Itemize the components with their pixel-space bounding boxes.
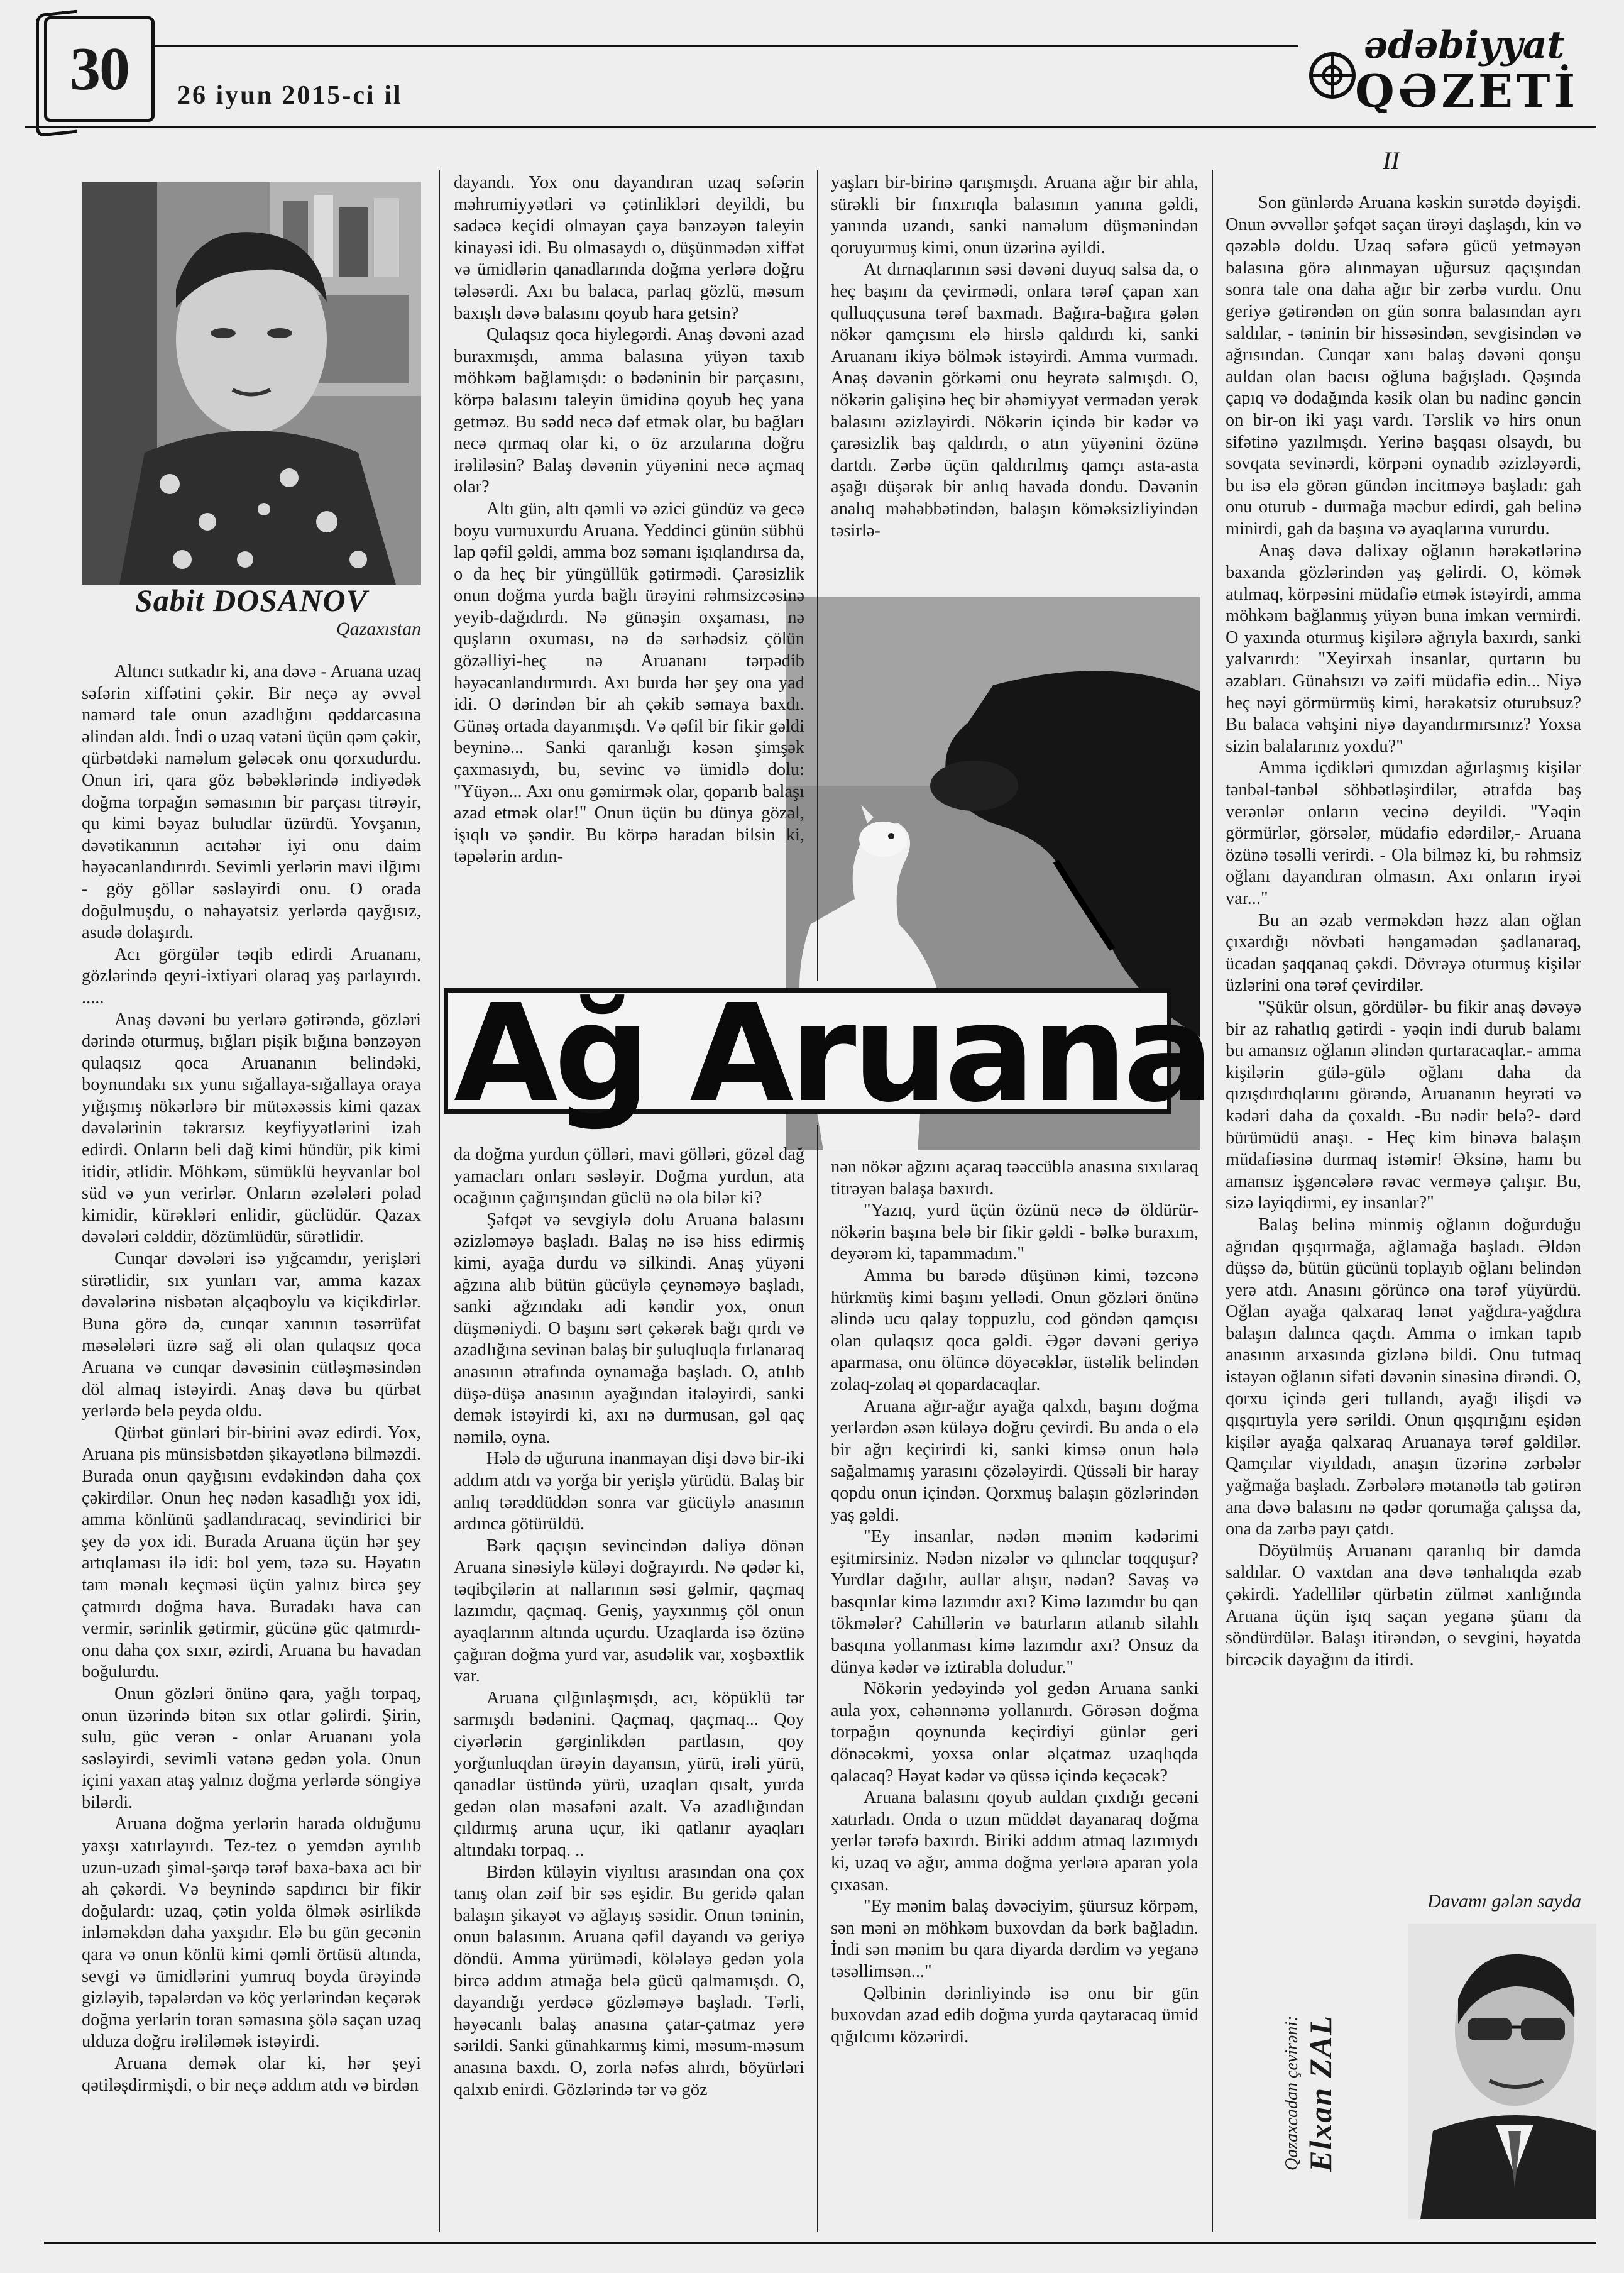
paragraph: Acı görgülər təqib edirdi Aruananı, gözlərində qeyri-ixtiyari olaraq yaş parlayırdı. .....: [82, 944, 421, 1008]
text-column-4: [1226, 192, 1581, 1671]
paragraph: Aruana demək olar ki, hər şeyi qətiləşdirmişdi, o bir neçə addım atdı və birdən: [82, 2054, 421, 2095]
masthead-line2: QƏZETİ: [1355, 64, 1579, 113]
paragraph: Aruana balasını qoyub auldan çıxdığı gecəni xatırladı. Onda o uzun müddət dayanaraq doğma yerlər tərəfə baxırdı. Biriki addım atmaq lazımıydı ki, uzaq və ağır, amma doğma yerlərə aparan yola çıxasan.: [831, 1788, 1199, 1895]
paragraph: Balaş belinə minmiş oğlanın doğurduğu ağrıdan qışqırmağa, ağlamağa başladı. Əldən düşsə də, bütün gücünü toplayıb oğlanı belindən yerə atdı. Anasını görüncə ona tərəf yüyürdü. Oğlan ayağa qalxaraq lənət yağdıra-yağdıra balaşın dalınca qaçdı. Amma o imkan tapıb anasının arxasında gizlənə bildi. Onu tutmaq istəyən oğlanın sifəti dəvənin sinəsinə dirəndi. O, qorxu içində geri tullandı, ayağı ilişdi və qışqırtıyla yerə sərildi. Onun qışqırığını eşidən kişilər ayağa qalxaraq Aruanaya tərəf gəldilər. Qamçılar viyıldadı, anaşın üzərinə zərbələr yağmağa başladı. Zərbələrə mətanətlə tab gətirən ana dəvə balasını nə qədər qorumağa çalışsa da, ona da zərbə payı çatdı.: [1226, 1214, 1581, 1539]
author-name: Sabit DOSANOV: [134, 583, 368, 618]
page-number: 30: [70, 35, 129, 103]
paragraph: Birdən küləyin viyıltısı arasından ona çox tanış olan zəif bir səs eşidir. Bu geridə qalan balaşın şikayət və ağlayış səsidir. Onun təninin, onun balasının. Aruana qəfil dayandı və geriyə döndü. Amma yürümədi, kölələyə gedən yola bircə addım atmağa belə gücü qalmamışdı. O, dayandığı yerdəcə gözləməyə başladı. Tərli, həyəcanlı balaş anasına çatar-çatmaz yerə sərildi. Sanki günahkarmış kimi, məsum-məsum anasına baxdı. O, zorla nəfəs alırdı, böyürləri qalxıb enirdi. Gözlərində tər və göz: [454, 1862, 804, 2100]
column-rule-2b: [817, 1125, 818, 2232]
paragraph: Aruana çılğınlaşmışdı, acı, köpüklü tər sarmışdı bədənini. Qaçmaq, qaçmaq... Qoy ciyərlərin gərginlikdən partlasın, qoy yorğunluqdan ürəyin dayansın, yürü, irəli yürü, qanadlar üstündə yürü, uzaqları qısalt, yurda gedən olan məsafəni azalt. Və azadlığından çıldırmış aruna uçur, iki qatlanır ayaqları altındakı torpaq. ..: [454, 1688, 804, 1860]
paragraph: Aruana doğma yerlərin harada olduğunu yaxşı xatırlayırdı. Tez-tez o yemdən ayrılıb uzun-uzadı şimal-şərqə tərəf baxa-baxa acı bir ah çəkərdi. Və beynində sapdırıcı bir fikir doğulardı: uzaq, çətin yolda ölmək əsirlikdə inləməkdən daha yaxşıdır. Elə bu gün gecənin qara və onun könlü kimi qəmli örtüsü altında, sevgi və ümidlərini yumruq boyda ürəyində gizləyib, təpələrdən və köç yerlərindən keçərək doğma yerlərin toran səmasına şölə saçan uzaq ulduza doğru irəliləmək istəyirdi.: [82, 1814, 421, 2052]
paragraph: nən nökər ağzını açaraq təəccüblə anasına sıxılaraq titrəyən balaşa baxırdı.: [831, 1157, 1199, 1199]
paragraph: "Şükür olsun, gördülər- bu fikir anaş dəvəyə bir az rahatlıq gətirdi - yəqin indi durub balamı bu amansız oğlanın əlindən qurtaracaqlar.- amma kişilərin gülə-gülə oğlanı daha da qızışdırdıqlarını görəndə, Aruananın heyrəti və kədəri daha da çoxaldı. -Bu nədir belə?- dərd bürümüdü anaşı. - Heç kim binəva balaşın müdafiəsinə durmaq istəmir! Əksinə, hamı bu amansız işgəncələrə rəvac verməyə çalışır. Bu, sizə layiqdirmi, ey insanlar?": [1226, 997, 1581, 1213]
paragraph: "Ey mənim balaş dəvəciyim, şüursuz körpəm, sən məni ən möhkəm buxovdan da bərk bağladın. İndi sən mənim bu qara diyarda dərdim və yeganə təsəllimsən...": [831, 1896, 1199, 1981]
author-country: Qazaxıstan: [336, 619, 421, 639]
paragraph: Onun gözləri önünə qara, yağlı torpaq, onun üzərində bitən sıx otlar gəlirdi. Şirin, sulu, güc verən - onlar Aruananı yola səsləyirdi, sevimli vətənə gedən yola. Onun içini yaxan ataş yalnız doğma yerlərdə söngiyə bilərdi.: [82, 1683, 421, 1812]
paragraph: Altı gün, altı qəmli və əzici gündüz və gecə boyu vurnuxurdu Aruana. Yeddinci günün sübhü lap qəfil gəldi, amma boz səmanı işıqlandırsa da, o da heç bir yüngüllük gətirmədi. Çarəsizlik onun doğma yurda bağlı ürəyini rəhmsizcəsinə yeyib-dağıdırdı. Nə günəşin oxşaması, nə quşların oxuması, nə də sərhədsiz çölün gözəlliyi-heç nə Aruananı tərpədib həyəcanlandırmırdı. Axı burda hər şey ona yad idi. O dərindən bir ah çəkib səmaya baxdı. Günəş ortada dayanmışdı. Və qəfil bir fikir gəldi beyninə... Sanki qaranlığı kəsən şimşək çaxmasıydı, bu, sevinc və ümidlə dolu: "Yüyən... Axı onu gəmirmək olar, qoparıb balaşı azad etmək olar!" Onun üçün bu dünya gözəl, işıqlı və şəndir. Bu körpə haradan bilsin ki, təpələrin ardın-: [454, 498, 804, 867]
issue-date: 26 iyun 2015-ci il: [177, 81, 403, 110]
paragraph: yaşları bir-birinə qarışmışdı. Aruana ağır bir ahla, sürəkli bir fınxırıqla balasının yanına gəldi, yanında uzandı, sanki naməlum düşmənindən qoruyurmuş kimi, onun üzərinə əyildi.: [831, 173, 1199, 258]
column-rule-3: [1212, 170, 1213, 2232]
article-title: Ağ Aruana: [454, 976, 1210, 1132]
column-rule-2a: [817, 170, 818, 981]
masthead-logo: [1295, 19, 1596, 113]
paragraph: da doğma yurdun çölləri, mavi gölləri, gözəl dağ yamacları onları səsləyir. Doğma yurdun, ata ocağının çağırışından güclü nə ola bilər ki?: [454, 1145, 804, 1208]
translator-photo: [1408, 1924, 1596, 2219]
paragraph: Altıncı sutkadır ki, ana dəvə - Aruana uzaq səfərin xiffətini çəkir. Bir neçə ay əvvəl namərd tale onun azadlığını qəddarcasına əlindən aldı. İndi o uzaq vətəni üçün qəm çəkir, qürbətdəki naməlum gələcək onu qorxudurdu. Onun iri, qara göz bəbəklərində indiyədək doğma torpağın səmasının bir parçası titrəyir, qu kimi bəyaz buludlar üzürdü. Yovşanın, dəvətikanının acıtəhər iyi onu daim həyəcanlandırırdı. Sevimli yerlərin mavi ilğımı - göy göllər səsləyirdi onu. O orada doğulmuşdu, o nəhayətsiz yerlərdə qayğısız, asudə dolaşırdı.: [82, 662, 421, 943]
paragraph: Döyülmüş Aruananı qaranlıq bir damda saldılar. O vaxtdan ana dəvə tənhalıqda əzab çəkirdi. Yadellilər qürbətin zülmət xanlığında Aruana üçün işıq saçan yeganə şüanı da söndürdülər. Balaşı itirəndən, o sevgini, həyatda bircəcik dayağını da itirdi.: [1226, 1541, 1581, 1670]
paragraph: Anaş dəvə dəlixay oğlanın hərəkətlərinə baxanda gözlərindən yaş gəlirdi. O, kömək atılmaq, körpəsini müdafiə etmək istəyirdi, amma möhkəm bağlanmış yüyən buna imkan vermirdi. O yaxında oturmuş kişilərə ağrıyla baxırdı, sanki yalvarırdı: "Xeyirxah insanlar, qurtarın bu əzabları. Günahsızı və zəifi müdafiə edin... Niyə heç nəyi görmürmüş kimi, hərəkətsiz oturubsuz? Bu balaca vəhşini niyə dayandırmırsınız? Yoxsa sizin balalarınız yoxdu?": [1226, 541, 1581, 756]
paragraph: Amma bu barədə düşünən kimi, təzcənə hürkmüş kimi başını yellədi. Onun gözləri önünə əlində ucu qalay toppuzlu, cod göndən qamçısı olan qulaqsız qoca gəldi. Əgər dəvəni geriyə aparmasa, onu ölüncə döyəcəklər, üstəlik belindən zolaq-zolaq ət qopardacaqlar.: [831, 1265, 1199, 1394]
author-portrait-icon: [82, 182, 421, 585]
translator-portrait-icon: [1408, 1924, 1596, 2219]
translator-label: Qazaxcadan çevirəni:: [1282, 2015, 1302, 2171]
masthead-line1: ədəbiyyat: [1364, 23, 1565, 67]
text-column-3-top: [831, 172, 1199, 542]
paragraph: At dırnaqlarının səsi dəvəni duyuq salsa da, o heç başını da çevirmədi, onlara tərəf çapan xan qulluqçusuna tərəf baxmadı. Bağıra-bağıra gələn nökər qamçısını elə hirslə qaldırdı ki, sanki Aruananı ikiyə bölmək istəyirdi. Amma vurmadı. Anaş dəvənin görkəmi onu heyrətə salmışdı. O, nökərin gəlişinə heç bir əhəmiyyət vermədən yerək balasını əzizləyirdi. Nökərin içində bir kədər və çarəsizlik baş qaldırdı, o atın yüyənini özünə dartdı. Zərbə üçün qaldırılmış qamçı asta-asta aşağı düşərək bir anlıq havada dondu. Dəvənin analıq məhəbbətindən, balaşın köməksizliyindən təsirlə-: [831, 260, 1199, 541]
masthead-emblem-icon: [1295, 19, 1596, 113]
paragraph: Qürbət günləri bir-birini əvəz edirdi. Yox, Aruana pis münsisbətdən şikayətlənə bilməzdi. Burada onun qayğısını evdəkindən daha çox çəkirdilər. Onun heç nədən kasadlığı yox idi, amma könlünü şadlandıracaq, sevindirici bir şey də yox idi. Burada Aruana üçün hər şey artıqlaması ilə idi: bol yem, təzə su. Həyatın tam mənalı keçməsi üçün yalnız bircə şey çatmırdı doğma hava. Buradakı hava can vermir, sərinlik gətirmir, gücünə güc qatmırdı- onu daha çox sıxır, əzirdi, Aruana bu havadan boğulurdu.: [82, 1423, 421, 1682]
paragraph: Son günlərdə Aruana kəskin surətdə dəyişdi. Onun əvvəllər şəfqət saçan ürəyi daşlaşdı, kin və qəzəblə doldu. Uzaq səfərə gücü yetməyən balasına görə alınmayan uğursuz qaçışından sonra tale ona daha ağır bir zərbə vurdu. Onu geriyə gətirəndən on gün sonra balasından ayrı saldılar, - təninin bir hissəsindən, sevgisindən və ağrısından. Cunqar xanı balaş dəvəni qonşu auldan olan bacısı oğluna bağışladı. Qəşında çapıq və dodağında kəsik olan bu nadinc gəncin on bir-on iki yaşı vardı. Tərslik və hirs onun sifətinə yazılmışdı. Yerinə başqası olsaydı, bu sovqata sevinərdi, körpəni oynadıb əzizləyərdi, bu isə elə görən gündən incitməyə başladı: gah onu oturub - durmağa məcbur edirdi, gah belinə minirdi, gah da başına və ayaqlarına vururdu.: [1226, 193, 1581, 539]
paragraph: Bərk qaçışın sevincindən dəliyə dönən Aruana sinəsiylə küləyi doğrayırdı. Nə qədər ki, təqibçilərin at nallarının səsi gəlmir, qaçmaq lazımdır, qaçmaq. Geniş, yayxınmış çöl onun ayaqlarının altında uçurdu. Uzaqlarda isə özünə çağıran doğma yurd var, asudəlik var, xoşbəxtlik var.: [454, 1536, 804, 1687]
paragraph: Bu an əzab verməkdən həzz alan oğlan çıxardığı növbəti həngamədən şadlanaraq, ücadan şaqqanaq çəkdi. Dövrəyə oturmuş kişilər üzlərini ona tərəf çevirdilər.: [1226, 910, 1581, 996]
column-rule-1: [439, 170, 440, 2232]
paragraph: Şəfqət və sevgiylə dolu Aruana balasını əzizləməyə başladı. Balaş nə isə hiss edirmiş kimi, ayağa durdu və silkindi. Anaş yüyəni ağzına alıb bütün gücüylə çeynəməyə başladı, sanki ağzındakı adi kəndir yox, onun düşməniydi. O başını sərt çəkərək bağı qırdı və azadlığına sevinən balaş bir şuluqluqla fırlanaraq anasının ətrafında oynamağa başladı. O, atılıb düşə-düşə anasının ayağından itələyirdi, sanki demək istəyirdi ki, axı nə durmusan, gəl qaç nəmilə, oyna.: [454, 1209, 804, 1447]
paragraph: "Yazıq, yurd üçün özünü necə də öldürür- nökərin başına belə bir fikir gəldi - bəlkə buraxım, deyərəm ki, tapammadım.": [831, 1201, 1199, 1264]
paragraph: dayandı. Yox onu dayandıran uzaq səfərin məhrumiyyətləri və çətinlikləri deyildi, bu sadəcə keçidi olmayan çaya bənzəyən taleyin kinayəsi idi. Bu olmasaydı o, düşünmədən xiffət və ümidlərin qanadlarında doğma yerlərə doğru tələsərdi. Axı bu balaca, parlaq gözlü, məsum baxışlı dəvə balasını qoyub hara getsin?: [454, 173, 804, 323]
paragraph: Nökərin yedəyində yol gedən Aruana sanki aula yox, cəhənnəmə yollanırdı. Görəsən doğma torpağın qoynunda keçirdiyi günlər geri dönəcəkmi, yoxsa onlar əlçatmaz uzaqlıqda qalacaq? Həyat kədər və qüssə içində keçəcək?: [831, 1679, 1199, 1786]
translator-name: Elxan ZAL: [1303, 2015, 1338, 2172]
header-rule-top: [155, 45, 1298, 47]
paragraph: Amma içdikləri qımızdan ağırlaşmış kişilər tənbəl-tənbəl söhbətləşirdilər, ətrafda baş verənlər onların vecinə deyildi. "Yəqin görmürlər, görsələr, müdafiə edərdilər,- Aruana özünə təsəlli verirdi. - Ola bilməz ki, bu rəhmsiz oğlanı dayandıran olmasın. Axı onların iryəi var...": [1226, 758, 1581, 908]
text-column-3-bottom: [831, 1157, 1199, 2048]
text-column-1: [82, 661, 421, 2096]
header-rule-bottom: [25, 126, 1596, 128]
paragraph: Cunqar dəvələri isə yığcamdır, yerişləri sürətlidir, sıx yunları var, amma kazax dəvələrinə nisbətən alçaqboylu və kiçikdirlər. Buna görə də, cunqar xanının təsərrüfat məsələləri üzrə sağ əli olan qulaqsız qoca Aruana və cunqar dəvəsinin cütləşməsindən döl almaq istəyirdi. Anaş dəvə bu qürbət yerlərdə belə peyda oldu.: [82, 1249, 421, 1421]
paragraph: Qulaqsız qoca hiylegərdi. Anaş dəvəni azad buraxmışdı, amma balasına yüyən taxıb möhkəm bağlamışdı: o bədəninin bir parçasını, körpə balasını taleyin ümidinə qoyub heç yana getməz. Bu sədd necə dəf etmək olar, bu bağları necə qırmaq olar ki, o öz arzularına doğru irəliləsin? Balaş dəvənin yüyənini necə açmaq olar?: [454, 325, 804, 497]
continued-note: Davamı gələn sayda: [1427, 1891, 1581, 1912]
page-number-badge: [44, 16, 155, 122]
section-mark: II: [1383, 146, 1400, 175]
author-photo: [82, 182, 421, 585]
paragraph: Anaş dəvəni bu yerlərə gətirəndə, gözləri dərində oturmuş, bığları pişik bığına bənzəyən qulaqsız qoca Aruananın belindəki, boynundakı sıx yunu sığallaya-sığallaya oraya yığışmış nökərlərə bir mütəxəssis kimi qazax dəvələrinin təkrarsız keyfiyyətlərini izah edirdi. Onların beli dağ kimi hündür, pik kimi itidir, ətlidir. Möhkəm, sümüklü heyvanlar bol süd və yun verirlər. Onların əzələləri polad kimidir, kürəkləri enlidir, güclüdür. Qazax dəvələri cəlddir, dözümlüdür, sürətlidir.: [82, 1010, 421, 1247]
footer-rule: [44, 2242, 1596, 2244]
text-column-2-top: [454, 172, 804, 868]
translator-credit: [1282, 1961, 1358, 2225]
text-column-2-bottom: [454, 1144, 804, 2101]
paragraph: Aruana ağır-ağır ayağa qalxdı, başını doğma yerlərdən əsən küləyə doğru çevirdi. Bu anda o elə bir ağrı keçirirdi ki, sanki kimsə onun hələ sağalmamış yarasını çözələyirdi. Qüssəli bir haray qopdu onun içindən. Qorxmuş balaşın gözlərindən yaş gəldi.: [831, 1396, 1199, 1525]
paragraph: "Ey insanlar, nədən mənim kədərimi eşitmirsiniz. Nədən nizələr və qılınclar toqquşur? Yurdlar dağılır, aullar alışır, nədən? Savaş və basqınlar kimə lazımdır axı? Kimə lazımdır bu qan tökmələr? Cahillərin və batırların atlanıb silahlı basqına yollanması kimə lazımdır axı? Onsuz da dünya kədər və iztirabla doludur.": [831, 1527, 1199, 1677]
paragraph: Hələ də uğuruna inanmayan dişi dəvə bir-iki addım atdı və yorğa bir yerişlə yürüdü. Balaş bir anlıq tərəddüddən sonra var gücüylə anasının ardınca götürüldü.: [454, 1449, 804, 1534]
paragraph: Qəlbinin dərinliyində isə onu bir gün buxovdan azad edib doğma yurda qaytaracaq ümid qığılcımı közərirdi.: [831, 1983, 1199, 2047]
